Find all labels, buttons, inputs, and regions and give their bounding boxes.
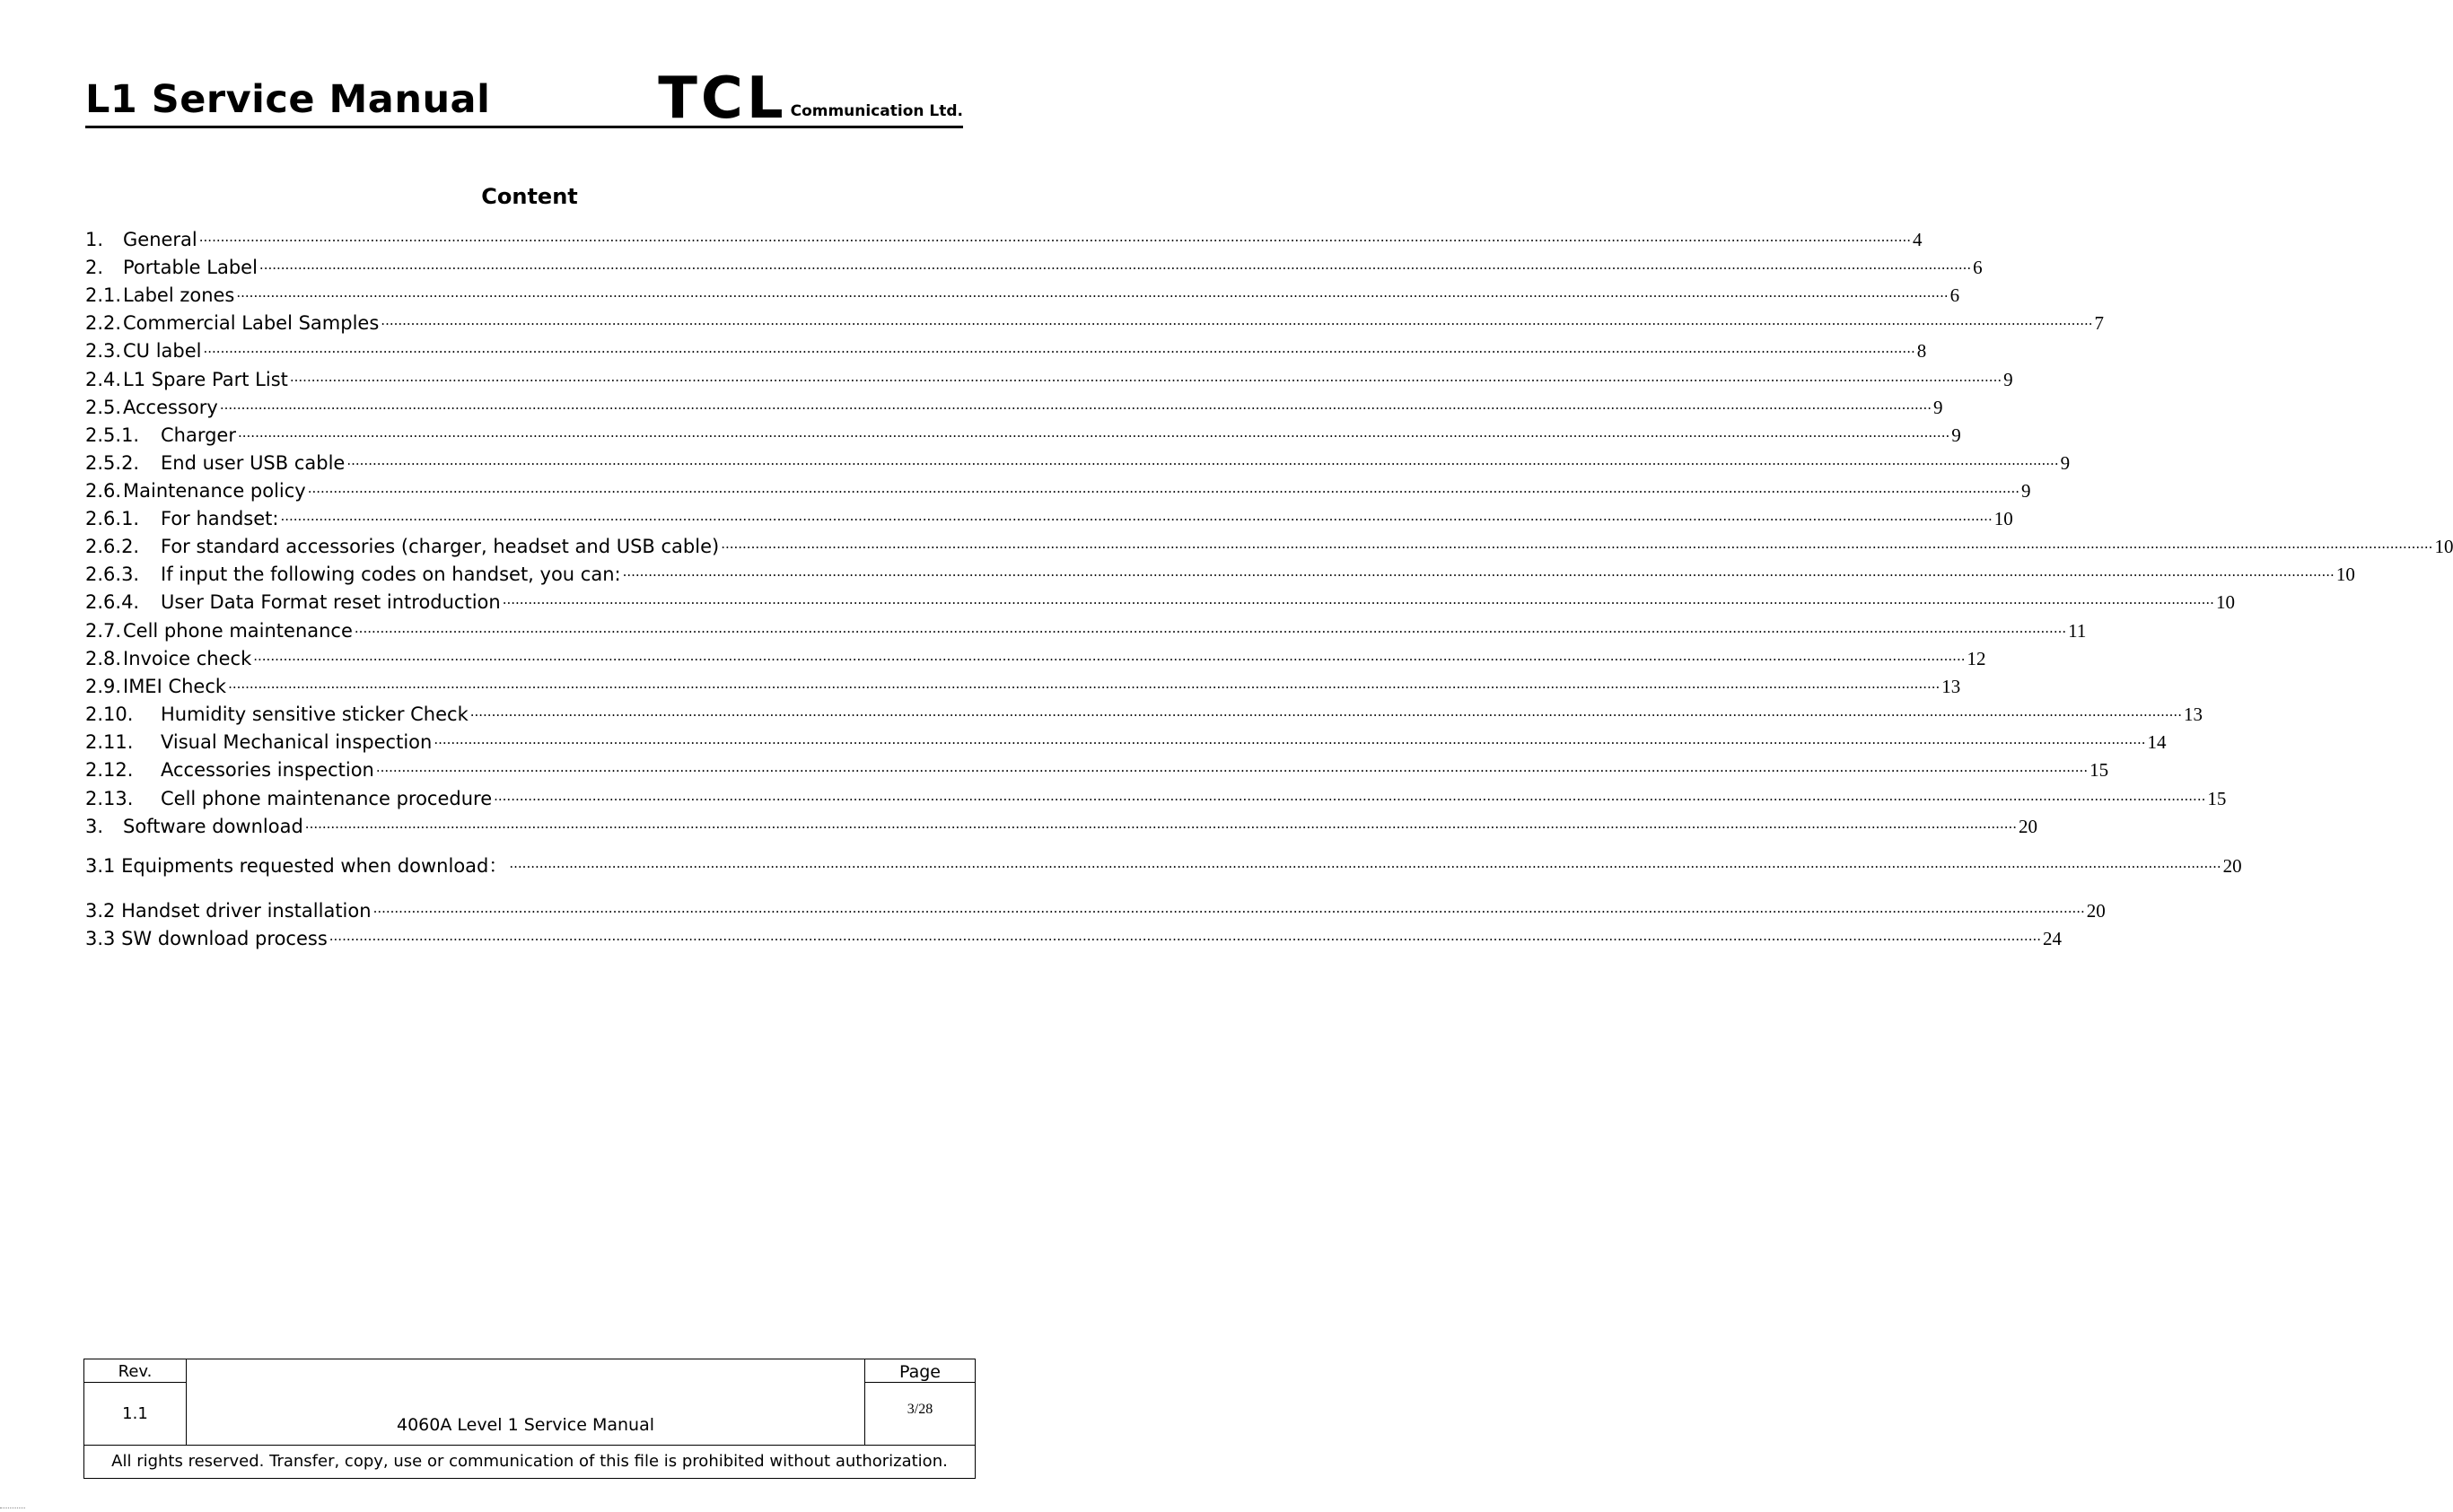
toc-entry-title: Cell phone maintenance (123, 620, 353, 642)
toc-entry-page: 13 (1941, 676, 1961, 697)
toc-entry[interactable] (85, 531, 2453, 558)
toc-entry-number: 2.6.2. (85, 536, 140, 557)
toc-entry-title: Charger (161, 424, 236, 446)
toc-entry-title: 3.3 SW download process (85, 928, 328, 949)
toc-entry[interactable] (85, 643, 1986, 670)
toc-entry-page: 7 (2094, 312, 2105, 334)
toc-entry[interactable] (85, 420, 1961, 447)
copyright-notice: All rights reserved. Transfer, copy, use or communication of this file is prohibited without authorization. (84, 1445, 975, 1478)
toc-entry[interactable] (85, 923, 2062, 950)
toc-entry[interactable] (85, 252, 1983, 279)
toc-entry[interactable] (85, 364, 2013, 391)
toc-leader-dots: ................................................................................................................................................................................................................................................................................................................................................................................................................ (238, 424, 1950, 441)
toc-entry-number: 2.8. (85, 648, 122, 669)
toc-entry-title: Portable Label (123, 257, 258, 278)
document-title (186, 1359, 865, 1445)
toc-entry-number: 2.13. (85, 788, 134, 809)
toc-entry-title: Commercial Label Samples (123, 312, 380, 334)
toc-leader-dots: ................................................................................................................................................................................................................................................................................................................................................................................................................ (307, 480, 2019, 496)
toc-entry-page: 9 (1951, 424, 1961, 446)
toc-entry-page: 20 (2019, 816, 2038, 837)
toc-entry-title: Software download (123, 816, 303, 837)
toc-leader-dots: ................................................................................................................................................................................................................................................................................................................................................................................................................ (469, 704, 2182, 720)
page-footer (83, 1359, 976, 1479)
toc-entry-number: 3. (85, 816, 104, 837)
toc-entry-number: 2.3. (85, 340, 122, 362)
toc-entry-page: 10 (1993, 508, 2013, 529)
toc-entry[interactable] (85, 783, 2227, 810)
toc-entry-page: 24 (2043, 928, 2062, 949)
toc-entry-page: 15 (2089, 759, 2109, 781)
toc-entry-title: End user USB cable (161, 452, 346, 474)
toc-leader-dots: ................................................................................................................................................................................................................................................................................................................................................................................................................ (203, 340, 1915, 356)
toc-leader-dots: ................................................................................................................................................................................................................................................................................................................................................................................................................ (434, 731, 2146, 747)
toc-entry-number: 1. (85, 229, 104, 250)
toc-entry-title: Accessories inspection (161, 759, 374, 781)
toc-entry-page: 20 (2222, 855, 2242, 877)
content-heading: Content (481, 184, 578, 209)
toc-leader-dots: ................................................................................................................................................................................................................................................................................................................................................................................................................ (721, 536, 2433, 552)
toc-entry[interactable] (85, 587, 2235, 614)
toc-leader-dots: ................................................................................................................................................................................................................................................................................................................................................................................................................ (236, 284, 1949, 301)
toc-entry-title: IMEI Check (123, 676, 227, 697)
toc-entry[interactable] (85, 811, 2038, 838)
toc-leader-dots: ................................................................................................................................................................................................................................................................................................................................................................................................................ (346, 452, 2059, 468)
page-header (85, 66, 963, 132)
toc-entry-page: 6 (1973, 257, 1983, 278)
page-label: Page (899, 1362, 941, 1382)
brand-suffix: Communication Ltd. (790, 102, 963, 120)
toc-entry-page: 20 (2086, 900, 2106, 922)
toc-entry-page: 13 (2183, 704, 2203, 725)
toc-leader-dots: ................................................................................................................................................................................................................................................................................................................................................................................................................ (253, 648, 1966, 664)
toc-leader-dots: ................................................................................................................................................................................................................................................................................................................................................................................................................ (502, 591, 2214, 607)
toc-entry-number: 2.9. (85, 676, 122, 697)
toc-leader-dots: ................................................................................................................................................................................................................................................................................................................................................................................................................ (372, 900, 2085, 916)
toc-entry-title: Accessory (123, 397, 218, 418)
toc-entry-page: 9 (2003, 369, 2013, 390)
toc-leader-dots: ................................................................................................................................................................................................................................................................................................................................................................................................................ (509, 855, 2221, 871)
toc-leader-dots: ................................................................................................................................................................................................................................................................................................................................................................................................................ (219, 397, 1932, 413)
toc-entry-number: 2.2. (85, 312, 122, 334)
toc-entry-title: Humidity sensitive sticker Check (161, 704, 469, 725)
revision-label: Rev. (118, 1362, 153, 1381)
toc-entry[interactable] (85, 727, 2167, 754)
toc-entry-number: 2.11. (85, 731, 134, 753)
toc-entry-number: 2.5.2. (85, 452, 140, 474)
toc-entry-number: 2.7. (85, 620, 122, 642)
toc-entry-number: 2.6.1. (85, 508, 140, 529)
toc-entry-page: 11 (2068, 620, 2087, 642)
toc-entry-page: 6 (1949, 284, 1960, 306)
toc-entry-title: Visual Mechanical inspection (161, 731, 433, 753)
toc-entry-page: 8 (1916, 340, 1927, 362)
toc-entry-page: 10 (2335, 564, 2355, 585)
toc-leader-dots: ................................................................................................................................................................................................................................................................................................................................................................................................................ (381, 312, 2093, 328)
toc-entry-number: 2.1. (85, 284, 122, 306)
toc-entry-number: 2.5.1. (85, 424, 140, 446)
toc-entry-page: 9 (2020, 480, 2031, 502)
page-number: 3/28 (865, 1382, 975, 1445)
toc-leader-dots: ................................................................................................................................................................................................................................................................................................................................................................................................................ (622, 564, 2335, 580)
toc-entry-number: 2.6.4. (85, 591, 140, 613)
toc-entry-title: General (123, 229, 197, 250)
toc-entry-page: 4 (1913, 229, 1923, 250)
toc-entry[interactable] (85, 224, 1923, 251)
toc-entry-title: Maintenance policy (123, 480, 306, 502)
toc-leader-dots: ................................................................................................................................................................................................................................................................................................................................................................................................................ (258, 257, 1972, 273)
toc-entry-number: 2.6.3. (85, 564, 140, 585)
page-edge-mark (0, 1508, 25, 1509)
toc-entry-number: 2.10. (85, 704, 134, 725)
toc-entry-page: 10 (2215, 591, 2235, 613)
toc-entry[interactable] (85, 476, 2031, 503)
toc-entry[interactable] (85, 503, 2013, 530)
toc-entry-title: Cell phone maintenance procedure (161, 788, 493, 809)
document-title-text: 4060A Level 1 Service Manual (396, 1415, 654, 1435)
toc-leader-dots: ................................................................................................................................................................................................................................................................................................................................................................................................................ (354, 620, 2067, 636)
toc-entry-title: If input the following codes on handset, you can: (161, 564, 621, 585)
brand-logo (658, 66, 963, 132)
toc-entry[interactable] (85, 699, 2203, 726)
toc-entry-page: 15 (2207, 788, 2227, 809)
toc-leader-dots: ................................................................................................................................................................................................................................................................................................................................................................................................................ (198, 229, 1911, 245)
toc-entry[interactable] (85, 851, 2242, 878)
toc-leader-dots: ................................................................................................................................................................................................................................................................................................................................................................................................................ (289, 369, 2002, 385)
toc-entry-page: 10 (2434, 536, 2453, 557)
toc-entry[interactable] (85, 308, 2105, 335)
toc-entry[interactable] (85, 616, 2087, 642)
toc-entry[interactable] (85, 280, 1960, 307)
toc-entry-number: 2.5. (85, 397, 122, 418)
toc-entry-page: 9 (2060, 452, 2071, 474)
brand-name: TCL (658, 66, 787, 132)
toc-entry-number: 2.6. (85, 480, 122, 502)
toc-entry-number: 2. (85, 257, 104, 278)
toc-leader-dots: ................................................................................................................................................................................................................................................................................................................................................................................................................ (375, 759, 2089, 775)
toc-entry-page: 9 (1933, 397, 1943, 418)
toc-leader-dots: ................................................................................................................................................................................................................................................................................................................................................................................................................ (280, 508, 1993, 524)
toc-entry-number: 2.4. (85, 369, 122, 390)
toc-entry[interactable] (85, 896, 2106, 922)
revision-value: 1.1 (84, 1382, 186, 1445)
toc-entry[interactable] (85, 755, 2109, 782)
toc-entry-page: 14 (2147, 731, 2167, 753)
toc-leader-dots: ................................................................................................................................................................................................................................................................................................................................................................................................................ (494, 788, 2206, 804)
toc-entry-title: For handset: (161, 508, 279, 529)
toc-entry[interactable] (85, 448, 2071, 475)
toc-entry-title: 3.1 Equipments requested when download： (85, 855, 508, 877)
toc-entry[interactable] (85, 392, 1943, 419)
manual-title: L1 Service Manual (85, 77, 491, 122)
toc-leader-dots: ................................................................................................................................................................................................................................................................................................................................................................................................................ (329, 928, 2041, 944)
toc-entry-title: L1 Spare Part List (123, 369, 288, 390)
toc-entry[interactable] (85, 336, 1927, 363)
toc-entry-title: CU label (123, 340, 202, 362)
toc-entry[interactable] (85, 671, 1961, 698)
toc-leader-dots: ................................................................................................................................................................................................................................................................................................................................................................................................................ (228, 676, 1940, 692)
toc-entry-title: Label zones (123, 284, 235, 306)
toc-entry-title: User Data Format reset introduction (161, 591, 501, 613)
toc-leader-dots: ................................................................................................................................................................................................................................................................................................................................................................................................................ (304, 816, 2018, 832)
toc-entry-title: For standard accessories (charger, headset and USB cable) (161, 536, 720, 557)
toc-entry-title: Invoice check (123, 648, 252, 669)
toc-entry-title: 3.2 Handset driver installation (85, 900, 372, 922)
toc-entry-page: 12 (1967, 648, 1986, 669)
toc-entry-number: 2.12. (85, 759, 134, 781)
toc-entry[interactable] (85, 559, 2355, 586)
